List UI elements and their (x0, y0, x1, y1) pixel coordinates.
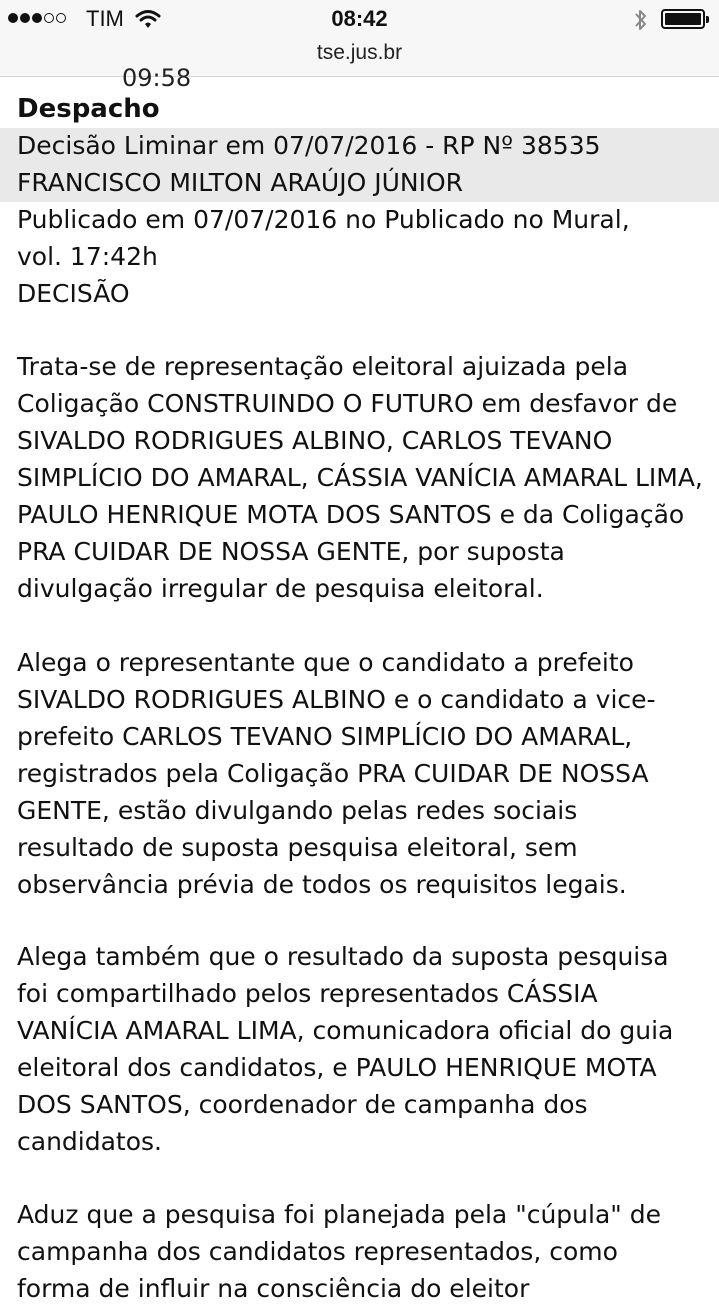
paragraph-line: Alega o representante que o candidato a prefeito (17, 648, 634, 677)
paragraph-line: PRA CUIDAR DE NOSSA GENTE, por suposta (17, 537, 565, 566)
paragraph-line: Trata-se de representação eleitoral ajuizada pela (17, 352, 629, 381)
published-line: vol. 17:42h (17, 242, 158, 271)
published-line: Publicado em 07/07/2016 no Publicado no Mural, (17, 205, 630, 234)
document-content[interactable] (17, 64, 707, 1303)
decision-heading: DECISÃO (17, 279, 130, 308)
url-text[interactable]: tse.jus.br (316, 41, 403, 64)
wifi-icon (135, 9, 161, 29)
paragraph-line: registrados pela Coligação PRA CUIDAR DE NOSSA (17, 759, 649, 788)
paragraph-line: prefeito CARLOS TEVANO SIMPLÍCIO DO AMARAL, (17, 722, 633, 751)
paragraph-line: PAULO HENRIQUE MOTA DOS SANTOS e da Coligação (17, 500, 685, 529)
paragraph-line: Alega também que o resultado da suposta pesquisa (17, 942, 669, 971)
cut-off-time: 09:58 (122, 64, 192, 92)
status-time: 08:42 (331, 6, 388, 31)
paragraph-line: campanha dos candidatos representados, como (17, 1237, 618, 1266)
paragraph-line: SIMPLÍCIO DO AMARAL, CÁSSIA VANÍCIA AMARAL LIMA, (17, 463, 703, 492)
paragraph-line: foi compartilhado pelos representados CÁSSIA (17, 979, 598, 1008)
paragraph-line: Coligação CONSTRUINDO O FUTURO em desfavor de (17, 389, 678, 418)
bluetooth-icon (633, 6, 649, 34)
paragraph-line: eleitoral dos candidatos, e PAULO HENRIQUE MOTA (17, 1053, 657, 1082)
paragraph-line: GENTE, estão divulgando pelas redes sociais (17, 796, 578, 825)
signal-strength-icon (8, 13, 66, 23)
party-name: FRANCISCO MILTON ARAÚJO JÚNIOR (17, 168, 463, 197)
status-bar (0, 0, 719, 40)
paragraph-line: SIVALDO RODRIGUES ALBINO, CARLOS TEVANO (17, 426, 613, 455)
document-type: Despacho (17, 94, 160, 124)
paragraph-line: resultado de suposta pesquisa eleitoral, sem (17, 833, 578, 862)
paragraph-line: VANÍCIA AMARAL LIMA, comunicadora oficial do guia (17, 1016, 674, 1045)
carrier-name: TIM (86, 6, 124, 31)
paragraph-line: candidatos. (17, 1127, 162, 1156)
paragraph-line: observância prévia de todos os requisitos legais. (17, 870, 627, 899)
paragraph-line: Aduz que a pesquisa foi planejada pela "cúpula" de (17, 1200, 661, 1229)
decision-title[interactable]: Decisão Liminar em 07/07/2016 - RP Nº 38535 (17, 131, 601, 160)
address-bar[interactable] (0, 40, 719, 77)
paragraph-line: SIVALDO RODRIGUES ALBINO e o candidato a vice- (17, 685, 656, 714)
paragraph-line: forma de influir na consciência do eleitor (17, 1274, 530, 1303)
paragraph-line: DOS SANTOS, coordenador de campanha dos (17, 1090, 588, 1119)
battery-icon (661, 9, 705, 29)
paragraph-line: divulgação irregular de pesquisa eleitoral. (17, 574, 544, 603)
